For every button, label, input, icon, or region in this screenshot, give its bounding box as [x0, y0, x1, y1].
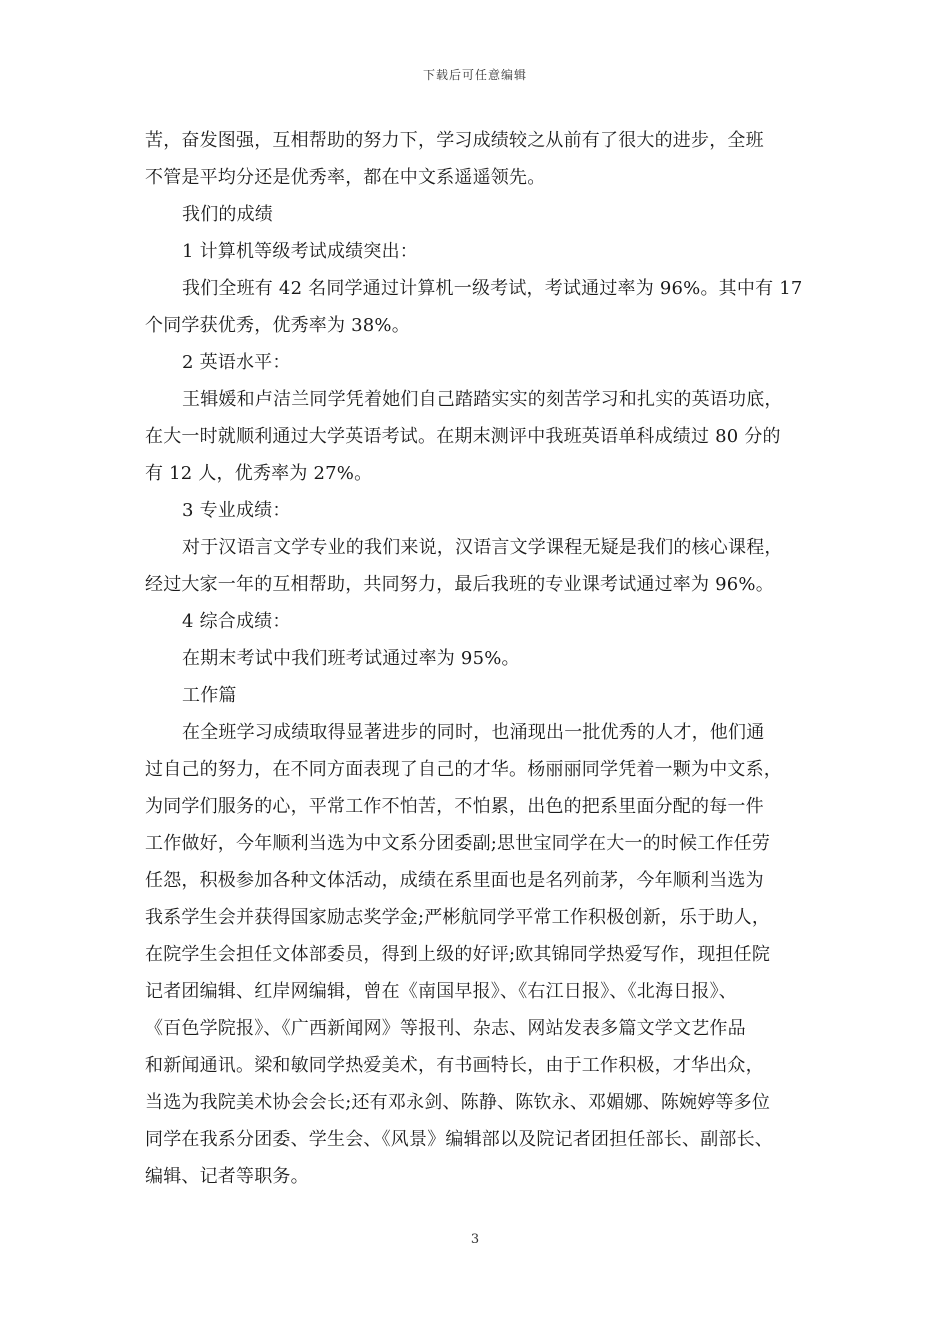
text-line: 苦，奋发图强，互相帮助的努力下，学习成绩较之从前有了很大的进步，全班 [145, 130, 764, 151]
text-line: 3 专业成绩： [182, 500, 291, 521]
text-line: 和新闻通讯。梁和敏同学热爱美术，有书画特长，由于工作积极，才华出众， [145, 1055, 764, 1076]
paragraph [145, 714, 825, 751]
paragraph [145, 492, 825, 529]
paragraph [145, 196, 825, 233]
text-line: 编辑、记者等职务。 [145, 1166, 309, 1187]
text-line: 《百色学院报》、《广西新闻网》等报刊、杂志、网站发表多篇文学文艺作品 [145, 1018, 746, 1039]
text-line: 王辑媛和卢洁兰同学凭着她们自己踏踏实实的刻苦学习和扎实的英语功底， [182, 389, 783, 410]
text-line: 经过大家一年的互相帮助，共同努力，最后我班的专业课考试通过率为 96%。 [145, 574, 774, 595]
text-line: 记者团编辑、红岸网编辑，曾在《南国早报》、《右江日报》、《北海日报》、 [145, 981, 737, 1002]
text-line: 不管是平均分还是优秀率，都在中文系遥遥领先。 [145, 167, 546, 188]
text-line: 个同学获优秀，优秀率为 38%。 [145, 315, 410, 336]
paragraph [145, 418, 825, 492]
text-line: 为同学们服务的心，平常工作不怕苦，不怕累，出色的把系里面分配的每一件 [145, 796, 764, 817]
text-line: 过自己的努力，在不同方面表现了自己的才华。杨丽丽同学凭着一颗为中文系， [145, 759, 782, 780]
text-line: 任怨，积极参加各种文体活动，成绩在系里面也是名列前茅，今年顺利当选为 [145, 870, 764, 891]
text-line: 当选为我院美术协会会长;还有邓永剑、陈静、陈钦永、邓媚娜、陈婉婷等多位 [145, 1092, 771, 1113]
paragraph [145, 233, 825, 270]
text-line: 我系学生会并获得国家励志奖学金;严彬航同学平常工作积极创新，乐于助人， [145, 907, 771, 928]
text-line: 4 综合成绩： [182, 611, 291, 632]
paragraph [145, 640, 825, 677]
text-line: 1 计算机等级考试成绩突出： [182, 241, 418, 262]
text-line: 在期末考试中我们班考试通过率为 95%。 [182, 648, 520, 669]
paragraph [145, 344, 825, 381]
page-header: 下载后可任意编辑 [422, 68, 527, 82]
text-line: 工作篇 [182, 685, 237, 706]
text-line: 工作做好，今年顺利当选为中文系分团委副;思世宝同学在大一的时候工作任劳 [145, 833, 771, 854]
paragraph [145, 603, 825, 640]
text-line: 同学在我系分团委、学生会、《风景》编辑部以及院记者团担任部长、副部长、 [145, 1129, 773, 1150]
text-line: 我们的成绩 [182, 204, 273, 225]
page-number: 3 [470, 1232, 480, 1247]
paragraph [145, 751, 825, 1195]
paragraph [145, 529, 825, 566]
paragraph [145, 381, 825, 418]
text-line: 在全班学习成绩取得显著进步的同时，也涌现出一批优秀的人才，他们通 [182, 722, 765, 743]
text-line: 我们全班有 42 名同学通过计算机一级考试，考试通过率为 96%。其中有 17 [182, 278, 803, 299]
paragraph [145, 307, 825, 344]
text-line: 对于汉语言文学专业的我们来说，汉语言文学课程无疑是我们的核心课程， [182, 537, 783, 558]
paragraph [145, 566, 825, 603]
body-text [145, 122, 825, 1195]
paragraph [145, 270, 825, 307]
text-line: 在大一时就顺利通过大学英语考试。在期末测评中我班英语单科成绩过 80 分的 [145, 426, 781, 447]
text-line: 在院学生会担任文体部委员，得到上级的好评;欧其锦同学热爱写作，现担任院 [145, 944, 771, 965]
text-line: 2 英语水平： [182, 352, 291, 373]
text-line: 有 12 人，优秀率为 27%。 [145, 463, 373, 484]
paragraph [145, 677, 825, 714]
paragraph [145, 122, 825, 196]
